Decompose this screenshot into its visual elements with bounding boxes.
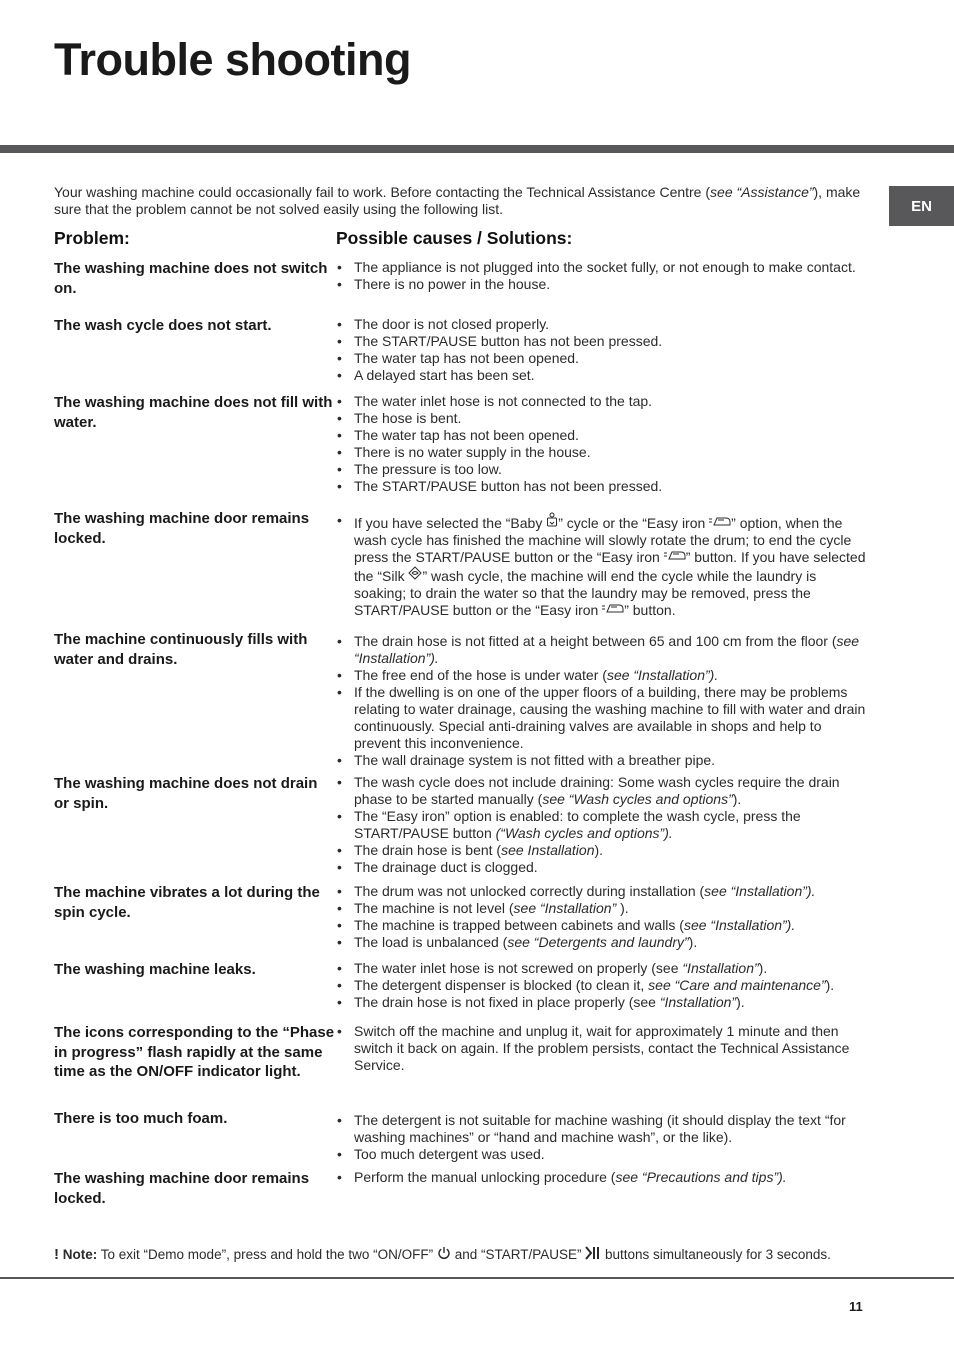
cause-item [336, 808, 869, 842]
causes-list [336, 316, 869, 384]
cause-text: ). [732, 791, 742, 807]
cause-item [336, 367, 869, 384]
cause-text: The detergent is not suitable for machine washing (it should display the text “for washing machines” or “hand and machine wash”, or the like). [354, 1112, 846, 1145]
cause-text: A delayed start has been set. [354, 367, 535, 383]
cause-text: ). [736, 994, 745, 1010]
cause-text: The drain hose is not fixed in place properly (see [354, 994, 660, 1010]
cause-item [336, 977, 869, 994]
cause-text: The water inlet hose is not connected to the tap. [354, 393, 653, 409]
cause-item [336, 1169, 869, 1186]
cause-text: The machine is not level ( [354, 900, 514, 916]
cause-reference: see “Care and maintenance” [648, 977, 826, 993]
problem-text: There is too much foam. [54, 1110, 228, 1127]
solutions-column-header: Possible causes / Solutions: [336, 228, 573, 248]
cause-text: The drum was not unlocked correctly during installation ( [354, 883, 705, 899]
cause-item [336, 900, 869, 917]
page-title: Trouble shooting [54, 34, 411, 85]
problem-text: The washing machine door remains locked. [54, 510, 310, 547]
problem-text: The washing machine does not switch on. [54, 260, 328, 297]
cause-item [336, 960, 869, 977]
cause-text: The load is unbalanced ( [354, 934, 508, 950]
cause-item [336, 883, 869, 900]
problem-column-header: Problem: [54, 228, 130, 248]
cause-text: The “Easy iron” option is enabled: to complete the wash cycle, press the START/PAUSE button [354, 808, 801, 841]
cause-item [336, 512, 869, 619]
cause-text: The water inlet hose is not screwed on properly (see [354, 960, 683, 976]
problem-text: The washing machine does not drain or spin. [54, 775, 318, 812]
note-label: Note: [62, 1247, 98, 1262]
problem-text: The icons corresponding to the “Phase in progress” flash rapidly at the same time as the ON/OFF indicator light. [54, 1024, 335, 1080]
power-icon [437, 1247, 451, 1262]
cause-item [336, 859, 869, 876]
causes-list [336, 960, 869, 1011]
cause-text: The appliance is not plugged into the socket fully, or not enough to make contact. [354, 259, 856, 275]
cause-text: ” wash cycle, the machine will end the cycle while the laundry is soaking; to drain the water so that the laundry may be removed, press the START/PAUSE button or the “Easy iron [354, 568, 817, 618]
intro-reference: see “Assistance” [710, 184, 814, 200]
cause-reference: see “Installation” [513, 900, 617, 916]
note-text-3: buttons simultaneously for 3 seconds. [605, 1247, 831, 1262]
cause-text: The drain hose is bent ( [354, 842, 502, 858]
cause-reference: see Installation [501, 842, 595, 858]
intro-text-after: ), make sure that the problem cannot be not solved easily using the following list. [54, 184, 861, 217]
cause-item [336, 333, 869, 350]
note-exclamation: ! [54, 1246, 59, 1263]
cause-reference: see “Detergents and laundry” [507, 934, 689, 950]
cause-text: ” button. If you have selected the “Silk [354, 549, 866, 584]
cause-item [336, 842, 869, 859]
demo-mode-note [54, 1246, 884, 1263]
cause-item [336, 633, 869, 667]
cause-text: ). [688, 934, 698, 950]
cause-item [336, 393, 869, 410]
cause-text: The wall drainage system is not fitted with a breather pipe. [354, 752, 716, 768]
cause-reference: see “Installation”). [606, 667, 719, 683]
causes-list [336, 259, 869, 293]
cause-item [336, 1112, 869, 1146]
cause-text: The hose is bent. [354, 410, 462, 426]
easy-iron-icon [602, 602, 624, 619]
silk-icon [408, 566, 422, 585]
cause-item [336, 478, 869, 495]
cause-text: There is no water supply in the house. [354, 444, 591, 460]
cause-item [336, 444, 869, 461]
cause-reference: see “Installation”). [704, 883, 816, 899]
cause-text: The drain hose is not fitted at a height between 65 and 100 cm from the floor ( [354, 633, 837, 649]
cause-item [336, 276, 869, 293]
cause-item [336, 752, 869, 769]
cause-text: The START/PAUSE button has not been pressed. [354, 333, 663, 349]
cause-item [336, 1146, 869, 1163]
problem-text: The washing machine leaks. [54, 961, 256, 978]
cause-reference: see “Installation”). [683, 917, 796, 933]
cause-text: If the dwelling is on one of the upper floors of a building, there may be problems relating to water drainage, causing the washing machine to fill with water and drain continuously. Special anti-draining valves are available in shops and help to prevent this inconvenience. [354, 684, 866, 751]
cause-item [336, 427, 869, 444]
cause-item [336, 917, 869, 934]
cause-item [336, 934, 869, 951]
causes-list [336, 1112, 869, 1163]
cause-item [336, 774, 869, 808]
cause-item [336, 1023, 869, 1074]
causes-list [336, 393, 869, 495]
cause-reference: see “Installation”). [354, 633, 860, 666]
causes-list [336, 883, 869, 951]
note-text-1: To exit “Demo mode”, press and hold the two “ON/OFF” [100, 1247, 434, 1262]
causes-list [336, 512, 869, 619]
problem-text: The washing machine does not fill with water. [54, 394, 333, 431]
cause-text: ). [825, 977, 835, 993]
cause-text: The detergent dispenser is blocked (to clean it, [354, 977, 649, 993]
footer-divider [0, 1277, 954, 1279]
cause-text: ). [758, 960, 768, 976]
cause-text: ” option, when the wash cycle has finished the machine will slowly rotate the drum; to end the cycle press the START/PAUSE button or the “Easy iron [354, 515, 852, 565]
problem-text: The machine continuously fills with water and drains. [54, 631, 308, 668]
cause-text: ). [616, 900, 629, 916]
cause-text: Switch off the machine and unplug it, wait for approximately 1 minute and then switch it back on again. If the problem persists, contact the Technical Assistance Service. [354, 1023, 850, 1073]
easy-iron-icon [664, 549, 686, 566]
cause-item [336, 994, 869, 1011]
cause-text: The pressure is too low. [354, 461, 502, 477]
intro-paragraph [54, 184, 869, 218]
cause-text: Perform the manual unlocking procedure ( [354, 1169, 616, 1185]
cause-item [336, 461, 869, 478]
cause-text: The door is not closed properly. [354, 316, 550, 332]
cause-text: If you have selected the “Baby [354, 515, 547, 531]
cause-reference: “Installation” [659, 994, 737, 1010]
cause-text: The wash cycle does not include draining: Some wash cycles require the drain phase to be started manually ( [354, 774, 840, 807]
cause-text: The water tap has not been opened. [354, 350, 579, 366]
causes-list [336, 1023, 869, 1074]
cause-reference: (“Wash cycles and options”). [495, 825, 673, 841]
cause-item [336, 259, 869, 276]
cause-text: ” button. [624, 602, 676, 618]
cause-item [336, 350, 869, 367]
cause-item [336, 684, 869, 752]
causes-list [336, 774, 869, 876]
cause-item [336, 316, 869, 333]
cause-text: Too much detergent was used. [354, 1146, 545, 1162]
problem-text: The machine vibrates a lot during the spin cycle. [54, 884, 320, 921]
intro-text-before: Your washing machine could occasionally fail to work. Before contacting the Technical Assistance Centre ( [54, 184, 711, 200]
cause-text: The drainage duct is clogged. [354, 859, 538, 875]
header-divider [0, 145, 954, 153]
problem-text: The wash cycle does not start. [54, 317, 272, 334]
cause-reference: “Installation” [682, 960, 759, 976]
note-text-2: and “START/PAUSE” [454, 1247, 582, 1262]
cause-text: The START/PAUSE button has not been pressed. [354, 478, 663, 494]
cause-text: There is no power in the house. [354, 276, 551, 292]
cause-text: The machine is trapped between cabinets and walls ( [354, 917, 684, 933]
cause-text: The water tap has not been opened. [354, 427, 579, 443]
cause-reference: see “Precautions and tips”). [615, 1169, 787, 1185]
language-tab: EN [889, 186, 954, 226]
cause-item [336, 667, 869, 684]
cause-text: ” cycle or the “Easy iron [558, 515, 710, 531]
cause-reference: see “Wash cycles and options” [542, 791, 733, 807]
baby-icon [546, 512, 558, 532]
causes-list [336, 1169, 869, 1186]
cause-item [336, 410, 869, 427]
causes-list [336, 633, 869, 769]
start-pause-icon [585, 1247, 601, 1262]
page-number: 11 [849, 1299, 863, 1314]
easy-iron-icon [709, 515, 731, 532]
problem-text: The washing machine door remains locked. [54, 1170, 310, 1207]
cause-text: The free end of the hose is under water ( [354, 667, 607, 683]
cause-text: ). [594, 842, 604, 858]
